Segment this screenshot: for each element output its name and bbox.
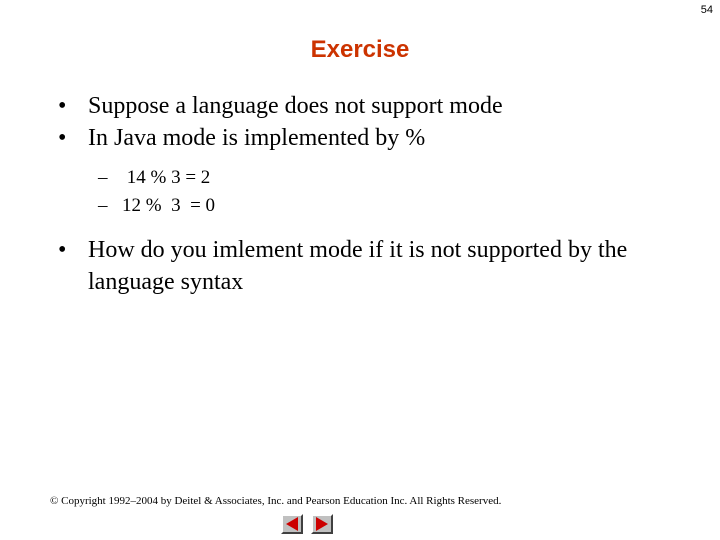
- right-triangle-icon: [316, 517, 328, 531]
- sub-bullet-text: 14 % 3 = 2: [122, 167, 211, 188]
- slide-title: Exercise: [310, 36, 410, 63]
- sub-bullet-text: 12 % 3 = 0: [122, 195, 216, 216]
- bullet-mark: •: [58, 125, 67, 151]
- sub-bullet-mark: –: [98, 167, 108, 188]
- slide-navigation: [281, 514, 333, 534]
- copyright-footer: © Copyright 1992–2004 by Deitel & Associates, Inc. and Pearson Education Inc. All Rights Reserved.: [50, 495, 502, 507]
- bullet-mark: •: [58, 93, 67, 119]
- sub-bullet-item: [98, 192, 698, 220]
- sub-bullet-mark: –: [98, 195, 108, 216]
- bullet-mark: •: [58, 237, 67, 263]
- left-triangle-icon: [286, 517, 298, 531]
- bullet-text: How do you imlement mode if it is not supported by the language syntax: [88, 237, 628, 295]
- page-number: 54: [700, 4, 713, 16]
- bullet-text: In Java mode is implemented by %: [88, 125, 426, 151]
- bullet-item: [58, 122, 698, 154]
- previous-slide-button[interactable]: [281, 514, 303, 534]
- bullet-text: Suppose a language does not support mode: [88, 93, 503, 119]
- slide-content: [58, 90, 698, 298]
- next-slide-button[interactable]: [311, 514, 333, 534]
- sub-bullet-item: [98, 164, 698, 192]
- sub-bullet-list: [58, 164, 698, 220]
- bullet-item: [58, 90, 698, 122]
- bullet-item: [58, 234, 698, 298]
